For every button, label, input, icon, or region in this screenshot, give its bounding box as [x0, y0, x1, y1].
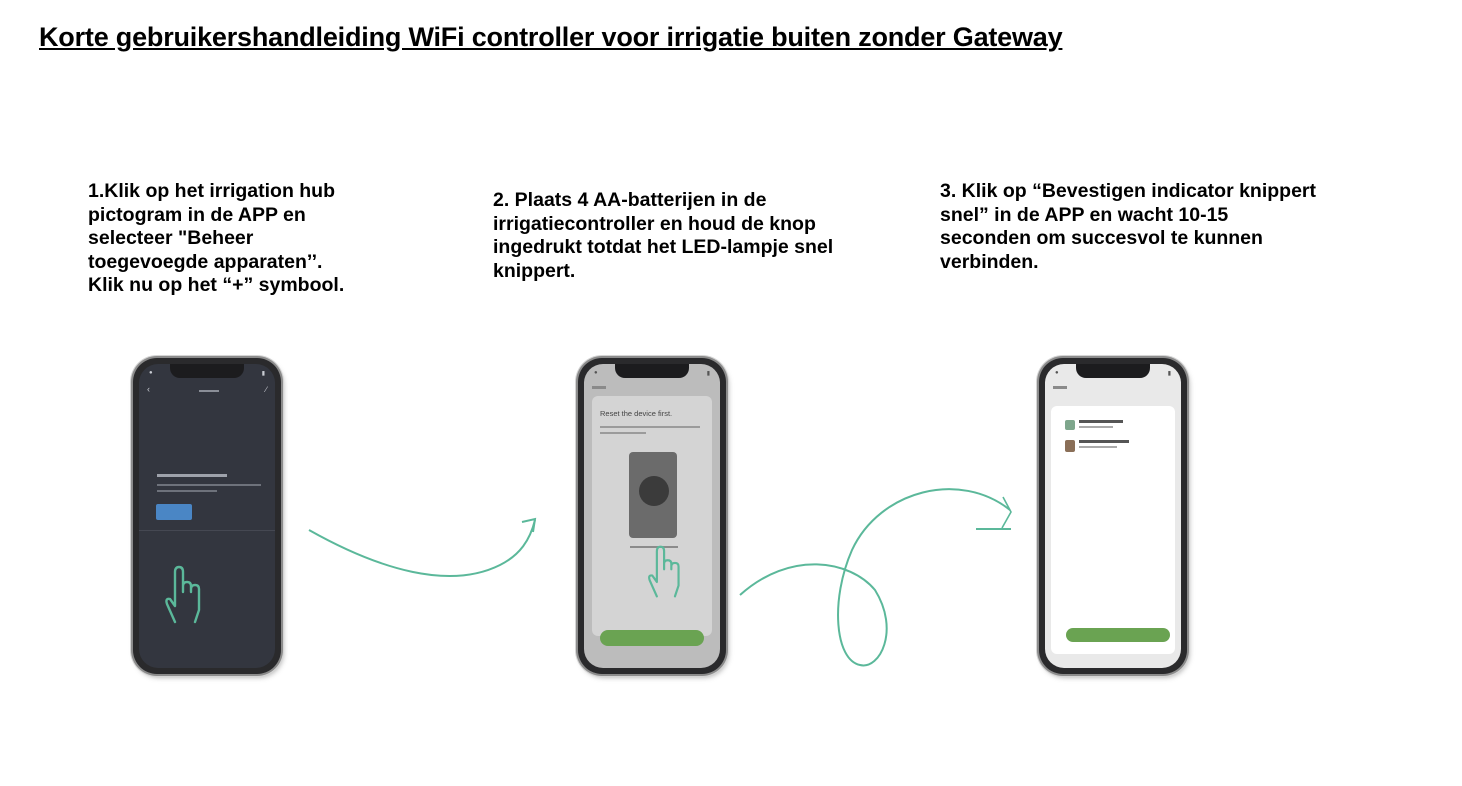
edit-icon: ∕ — [265, 385, 267, 394]
reset-heading: Reset the device first. — [600, 409, 673, 418]
clock-icon: ● — [149, 370, 153, 376]
page-title: Korte gebruikershandleiding WiFi controller voor irrigatie buiten zonder Gateway — [39, 22, 1063, 52]
clock-icon: ● — [594, 370, 598, 376]
phone-notch — [615, 364, 689, 378]
step-3-instruction: 3. Klik op “Bevestigen indicator knippert snel” in de APP en wacht 10-15 seconden om succesvol te kunnen verbinden. — [940, 180, 1316, 273]
phone-notch — [1076, 364, 1150, 378]
clock-icon: ● — [1055, 370, 1059, 376]
phone-notch — [170, 364, 244, 378]
step-2-instruction: 2. Plaats 4 AA-batterijen in de irrigatiecontroller en houd de knop ingedrukt totdat het LED-lampje snel knippert. — [493, 189, 834, 282]
connector-arrow-1-to-2 — [309, 520, 535, 576]
connector-arrow-2-to-3 — [740, 489, 1010, 665]
arrowhead — [1002, 497, 1011, 528]
battery-icon: ▮ — [706, 371, 710, 377]
arrowhead — [522, 519, 535, 532]
back-arrow-icon: ‹ — [147, 384, 150, 394]
battery-icon: ▮ — [261, 371, 265, 377]
battery-icon: ▮ — [1167, 371, 1171, 377]
step-1-instruction: 1.Klik op het irrigation hub pictogram in de APP en selecteer "Beheer toegevoegde apparaten’’. Klik nu op het “+” symbool. — [88, 180, 345, 296]
